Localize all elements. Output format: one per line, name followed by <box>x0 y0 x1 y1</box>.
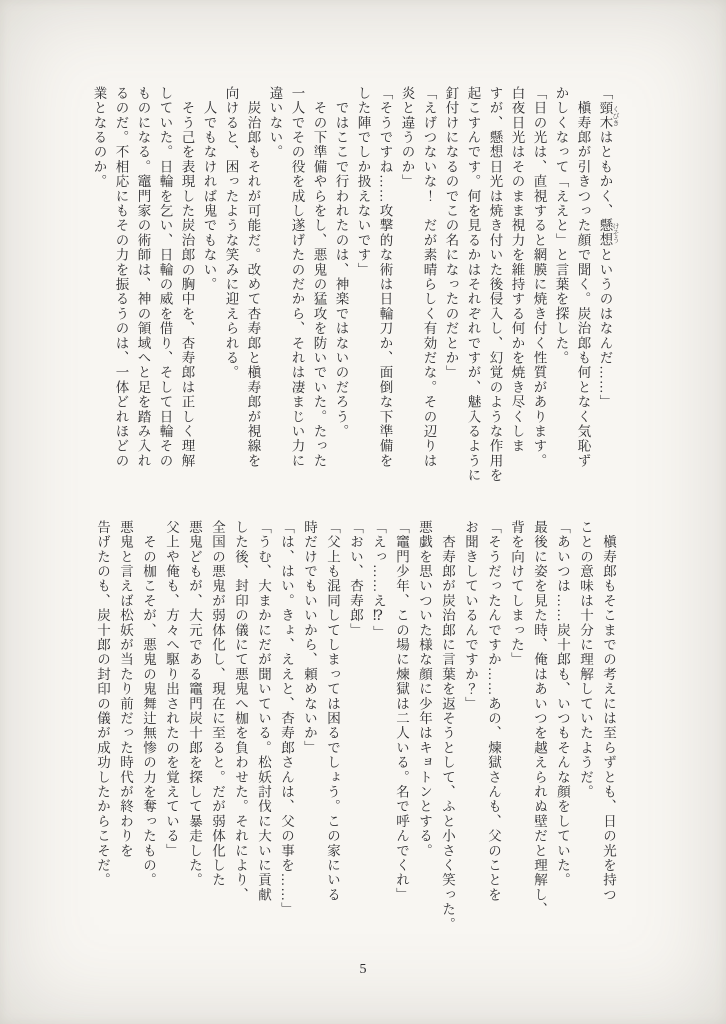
text-line: 違いない。 <box>267 86 283 160</box>
text-line: 悪戯を思いついた様な顔に少年はキョトンとする。 <box>417 520 432 859</box>
text-line: 父上や俺も、方々へ駆り出されたのを覚えている」 <box>164 520 179 859</box>
text-line: 起こすんです。何を見るかはそれぞれですが、魅入るように <box>465 86 481 483</box>
text-line: るのだ。不相応にもその力を振るうのは、一体どれほどの <box>113 86 129 469</box>
text-line: その枷こそが、悪鬼の鬼舞辻無惨の力を奪ったもの。 <box>141 520 156 888</box>
text-line: 「うむ、大まかにだが聞いている。松妖討伐に大いに貢献 <box>256 520 271 903</box>
text-line: 杏寿郎が炭治郎に言葉を返そうとして、ふと小さく笑った。 <box>440 520 455 932</box>
text-line: 炭治郎もそれが可能だ。改めて杏寿郎と槇寿郎が視線を <box>245 86 261 469</box>
page-number: 5 <box>359 962 367 977</box>
text-line: 業となるのか。 <box>91 86 107 189</box>
text-line: かしくなって「ええと」と言葉を探した。 <box>553 86 569 366</box>
text-line: 「は、はい。きょ、ええと、杏寿郎さんは、父の事を……」 <box>279 520 294 917</box>
text-line: 悪鬼どもが、大元である竈門炭十郎を探して暴走した。 <box>187 520 202 888</box>
text-line: 槇寿郎もそこまでの考えには至らずとも、日の光を持つ <box>601 520 616 903</box>
text-line: 槇寿郎が引きつった顔で聞く。炭治郎も何となく気恥ず <box>575 86 591 469</box>
text-line: した陣でしか扱えないです」 <box>355 86 371 278</box>
text-line: 炎と違うのか」 <box>399 86 415 189</box>
text-line: お聞きしているんですか？」 <box>463 520 478 712</box>
text-line: その下準備やらをし、悪鬼の猛攻を防いでいた。たった <box>311 86 327 469</box>
text-line: 「頸木 くびきはともかく、懸想 けそうというのはなんだ……」 <box>597 86 620 410</box>
text-line: した後、封印の儀にて悪鬼へ枷を負わせた。それにより、 <box>233 520 248 903</box>
text-block-lower <box>91 520 620 944</box>
text-line: ことの意味は十分に理解していたようだ。 <box>578 520 593 800</box>
text-line: 時だけでもいいから、頼めないか」 <box>302 520 317 756</box>
text-line: 「日の光は、直視すると網膜に焼き付く性質があります。 <box>531 86 547 469</box>
text-line: ではここで行われたのは、神楽ではないのだろう。 <box>333 86 349 439</box>
text-line: 「そうですね……攻撃的な術は日輪刀か、面倒な下準備を <box>377 86 393 469</box>
text-line: 最後に姿を見た時、俺はあいつを越えられぬ壁だと理解し、 <box>532 520 547 917</box>
text-line: 「竈門少年、この場に煉獄は二人いる。名で呼んでくれ」 <box>394 520 409 903</box>
text-line: 「えっ……え⁉」 <box>371 520 386 641</box>
text-line: 「あいつは……炭十郎も、いつもそんな顔をしていた。 <box>555 520 570 888</box>
text-line: 告げたのも、炭十郎の封印の儀が成功したからこそだ。 <box>95 520 110 888</box>
text-line: していた。日輪を乞い、日輪の威を借り、そして日輪その <box>157 86 173 469</box>
text-line: 「父上も混同してしまっては困るでしょう。この家にいる <box>325 520 340 903</box>
text-line: 白夜日光はそのまま視力を維持する何かを焼き尽くしま <box>509 86 525 454</box>
text-line: 「そうだったんですか……あの、煉獄さんも、父のことを <box>486 520 501 903</box>
text-line: 人でもなければ鬼でもない。 <box>201 86 217 292</box>
text-line: 釘付けになるのでこの名になったのだとか」 <box>443 86 459 380</box>
text-line: ものになる。竈門家の術師は、神の領域へと足を踏み入れ <box>135 86 151 469</box>
text-line: そう己を表現した炭治郎の胸中を、杏寿郎は正しく理解 <box>179 86 195 469</box>
text-line: 「えげつないな！ だが素晴らしく有効だな。その辺りは <box>421 86 437 469</box>
text-line: 「おい、杏寿郎」 <box>348 520 363 638</box>
text-line: 一人でその役を成し遂げたのだから、それは凄まじい力に <box>289 86 305 469</box>
text-block-upper <box>88 86 621 500</box>
text-line: 向けると、困ったような笑みに迎えられる。 <box>223 86 239 380</box>
text-line: 背を向けてしまった」 <box>509 520 524 667</box>
text-line: 悪鬼と言えば松妖が当たり前だった時代が終わりを <box>118 520 133 859</box>
text-line: 全国の悪鬼が弱体化し、現在に至ると。だが弱体化した <box>210 520 225 888</box>
text-line: すが、懸想日光は焼き付いた後侵入し、幻覚のような作用を <box>487 86 503 483</box>
